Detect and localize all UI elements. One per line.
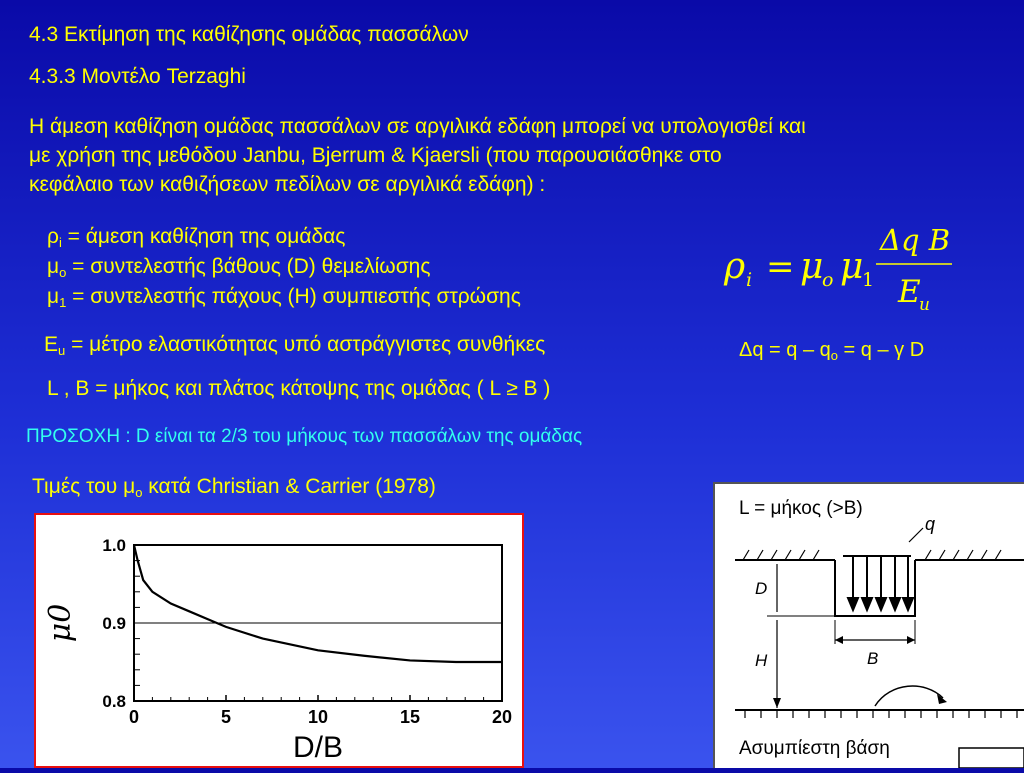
chart-caption-b: κατά Christian & Carrier (1978) xyxy=(142,475,435,498)
chart-caption-sub: o xyxy=(135,485,142,500)
mu0-curve xyxy=(134,545,502,662)
chart-caption-a: Τιμές του μ xyxy=(32,475,135,498)
intro-line: Η άμεση καθίζηση ομάδας πασσάλων σε αργιλικά εδάφη μπορεί να υπολογισθεί και xyxy=(29,112,989,141)
corner-box xyxy=(959,748,1024,768)
base-pointer-arrow xyxy=(875,686,943,706)
base-pointer-head xyxy=(937,694,947,704)
def-mu0-text: = συντελεστής βάθους (D) θεμελίωσης xyxy=(66,255,430,278)
x-tick-label: 0 xyxy=(129,707,139,727)
def-eu-sub: u xyxy=(58,343,65,358)
intro-paragraph xyxy=(29,112,989,199)
mu0-chart-svg xyxy=(36,515,522,766)
b-arrow-left xyxy=(835,636,843,644)
formula-mu0-sub: o xyxy=(822,269,833,291)
load-arrows xyxy=(848,556,913,610)
schematic-length-label: L = μήκος (>B) xyxy=(739,498,863,519)
formula-mu1-sub: 1 xyxy=(862,269,874,291)
mu0-chart xyxy=(34,513,524,768)
h-arrow-head xyxy=(773,698,781,708)
def-rho-sub: i xyxy=(59,235,62,250)
schematic-base-label: Ασυμπίεστη βάση xyxy=(739,738,890,759)
def-mu1 xyxy=(47,284,521,310)
y-tick-label: 0.9 xyxy=(102,614,126,633)
def-mu1-symbol: μ xyxy=(47,285,59,308)
formula-lhs: ρ xyxy=(723,246,745,287)
warning-note: ΠΡΟΣΟΧΗ : D είναι τα 2/3 του μήκους των πασσάλων της ομάδας xyxy=(26,425,582,449)
x-tick-label: 15 xyxy=(400,707,420,727)
dq-part-b: = q – γ D xyxy=(838,339,924,361)
def-eu xyxy=(44,332,545,358)
schematic-b-label: B xyxy=(867,649,878,668)
y-tick-label: 0.8 xyxy=(102,692,126,711)
page-title: 4.3 Εκτίμηση της καθίζησης ομάδας πασσάλων xyxy=(29,22,469,48)
formula-mu0: μ xyxy=(800,246,823,287)
intro-line: με χρήση της μεθόδου Janbu, Bjerrum & Kjaersli (που παρουσιάσθηκε στο xyxy=(29,141,989,170)
settlement-formula xyxy=(724,220,964,320)
b-arrow-right xyxy=(907,636,915,644)
schematic-svg xyxy=(715,484,1024,768)
section-subtitle: 4.3.3 Μοντέλο Terzaghi xyxy=(29,64,246,90)
foundation-outline xyxy=(835,560,915,616)
q-leader xyxy=(909,528,923,542)
y-axis-label: μ0 xyxy=(43,604,78,643)
def-mu0-sub: o xyxy=(59,265,66,280)
schematic-q-label: q xyxy=(925,514,935,534)
formula-equals: = xyxy=(766,247,795,287)
def-eu-text: = μέτρο ελαστικότητας υπό αστράγγιστες συνθήκες xyxy=(65,333,545,356)
def-mu1-text: = συντελεστής πάχους (H) συμπιεστής στρώσης xyxy=(66,285,521,308)
formula-numerator: Δq B xyxy=(879,223,950,257)
formula-mu1: μ xyxy=(840,246,863,287)
x-tick-label: 5 xyxy=(221,707,231,727)
def-rho-text: = άμεση καθίζηση της ομάδας xyxy=(62,225,346,248)
def-mu0 xyxy=(47,254,430,280)
x-tick-label: 10 xyxy=(308,707,328,727)
def-rho xyxy=(47,224,345,250)
x-tick-label: 20 xyxy=(492,707,512,727)
schematic-d-label: D xyxy=(755,579,767,598)
def-eu-symbol: E xyxy=(44,333,58,356)
chart-caption xyxy=(32,474,436,500)
intro-line: κεφάλαιο των καθιζήσεων πεδίλων σε αργιλικά εδάφη) : xyxy=(29,170,989,199)
schematic-h-label: H xyxy=(755,651,768,670)
formula-denominator-sub: u xyxy=(919,295,930,315)
foundation-schematic xyxy=(713,482,1024,768)
base-hatch xyxy=(745,710,1017,718)
def-rho-symbol: ρ xyxy=(47,225,59,248)
formula-denominator: E xyxy=(897,274,921,310)
dq-part-a: Δq = q – q xyxy=(739,339,831,361)
formula-lhs-sub: i xyxy=(746,269,752,291)
y-tick-label: 1.0 xyxy=(102,536,126,555)
def-mu0-symbol: μ xyxy=(47,255,59,278)
def-mu1-sub: 1 xyxy=(59,295,66,310)
x-axis-label: D/B xyxy=(293,731,343,764)
def-lb: L , B = μήκος και πλάτος κάτοψης της ομάδας ( L ≥ B ) xyxy=(47,376,550,402)
dq-sub: o xyxy=(831,348,838,363)
dq-definition xyxy=(739,338,924,363)
